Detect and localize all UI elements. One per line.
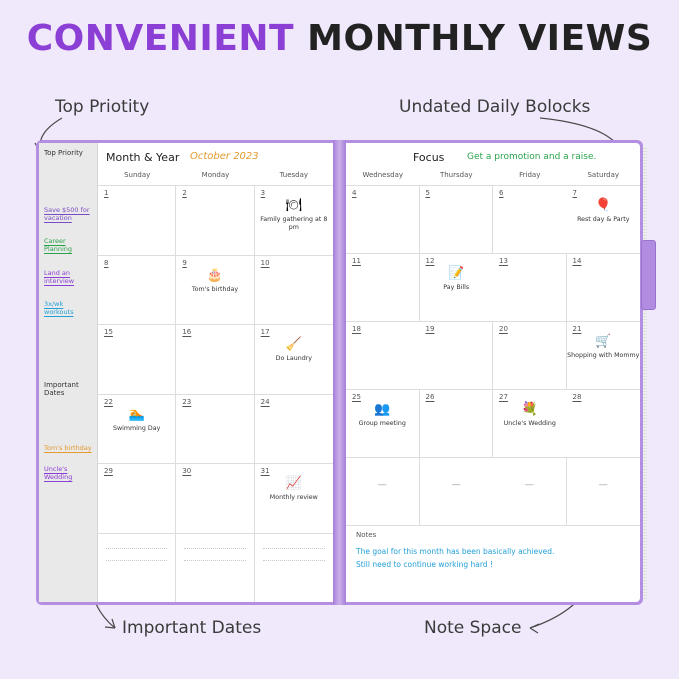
day-number: 21 bbox=[572, 325, 582, 333]
day-event-icon: 👥 bbox=[374, 402, 391, 417]
calendar-day-cell[interactable] bbox=[493, 389, 567, 457]
day-number: 5 bbox=[425, 189, 430, 197]
day-event-text: Do Laundry bbox=[275, 355, 313, 362]
calendar-day-cell[interactable] bbox=[567, 253, 641, 321]
day-number: 6 bbox=[499, 189, 504, 197]
day-name-monday: Monday bbox=[201, 171, 230, 179]
calendar-day-cell[interactable] bbox=[346, 389, 420, 457]
day-event-text: Swimming Day bbox=[112, 424, 161, 432]
calendar-day-cell[interactable] bbox=[176, 324, 254, 394]
right-page bbox=[346, 143, 640, 602]
day-number: 30 bbox=[182, 467, 192, 475]
page-title bbox=[0, 18, 679, 59]
day-event-text: Family gathering at 8 pm bbox=[260, 216, 328, 231]
calendar-day-cell[interactable] bbox=[98, 324, 176, 394]
annotation-important-dates: Important Dates bbox=[122, 618, 262, 638]
day-number: 22 bbox=[104, 397, 113, 406]
planner-book bbox=[36, 140, 643, 605]
elastic-band bbox=[641, 240, 656, 310]
calendar-day-cell[interactable] bbox=[176, 394, 254, 464]
page-edge bbox=[643, 146, 647, 599]
left-page bbox=[39, 143, 333, 602]
day-event-icon: 🧹 bbox=[285, 337, 302, 352]
day-number: 23 bbox=[182, 397, 192, 406]
focus-header bbox=[405, 143, 640, 171]
day-number: 27 bbox=[499, 393, 508, 401]
dotted-line bbox=[263, 560, 325, 561]
focus-value[interactable]: Get a promotion and a raise. bbox=[467, 152, 597, 162]
book-spine bbox=[333, 140, 346, 605]
calendar-day-cell[interactable] bbox=[420, 253, 494, 321]
calendar-day-cell[interactable] bbox=[255, 533, 333, 603]
day-number: 11 bbox=[352, 257, 361, 265]
day-event-icon: 🏊 bbox=[128, 406, 145, 422]
calendar-day-cell[interactable] bbox=[493, 321, 567, 389]
calendar-day-cell[interactable] bbox=[420, 457, 494, 525]
day-number: 24 bbox=[260, 397, 270, 406]
day-name-thursday: Thursday bbox=[439, 171, 473, 179]
day-event-text: Shopping with Mommy bbox=[567, 352, 640, 359]
page-title-part2: MONTHLY VIEWS bbox=[307, 18, 653, 59]
day-name-tuesday: Tuesday bbox=[279, 171, 309, 179]
important-date-2[interactable]: Uncle's Wedding bbox=[44, 465, 73, 482]
day-number: 26 bbox=[425, 393, 435, 401]
calendar-day-cell[interactable] bbox=[420, 185, 494, 253]
day-event-text: Rest day & Party bbox=[577, 216, 630, 223]
focus-label: Focus bbox=[413, 151, 445, 164]
sidebar-top-priority bbox=[39, 143, 98, 602]
priority-item-2[interactable]: Career Planning bbox=[44, 237, 72, 254]
calendar-day-cell[interactable] bbox=[98, 394, 176, 464]
day-event-icon: 💐 bbox=[521, 402, 538, 417]
day-number: 3 bbox=[260, 189, 266, 197]
calendar-day-cell[interactable] bbox=[567, 321, 641, 389]
sidebar-important-dates-list bbox=[39, 441, 97, 481]
day-number: 7 bbox=[572, 189, 577, 197]
day-number: 15 bbox=[104, 328, 113, 336]
important-date-1[interactable]: Tom's birthday bbox=[44, 444, 92, 452]
day-event-icon: 🍽 bbox=[285, 198, 303, 213]
day-number: 1 bbox=[104, 189, 109, 197]
calendar-day-cell[interactable] bbox=[98, 533, 176, 603]
day-number: 4 bbox=[352, 189, 357, 197]
calendar-day-cell[interactable] bbox=[346, 253, 420, 321]
day-event-icon: 🎈 bbox=[595, 198, 612, 213]
sidebar-title: Top Priority bbox=[44, 149, 83, 157]
day-number: 25 bbox=[352, 393, 361, 401]
calendar-day-cell[interactable] bbox=[176, 255, 254, 325]
day-event-text: Group meeting bbox=[358, 420, 406, 427]
calendar-day-cell[interactable] bbox=[255, 185, 333, 255]
annotation-note-space: Note Space bbox=[424, 618, 522, 638]
day-number: 19 bbox=[425, 325, 435, 333]
day-number: 16 bbox=[182, 328, 192, 336]
dotted-line bbox=[184, 548, 245, 549]
calendar-day-cell[interactable] bbox=[493, 185, 567, 253]
day-event-icon: 🛒 bbox=[595, 334, 612, 349]
calendar-day-cell[interactable] bbox=[567, 457, 641, 525]
month-header bbox=[98, 143, 333, 171]
calendar-day-cell[interactable] bbox=[493, 253, 567, 321]
day-number: 28 bbox=[572, 393, 582, 401]
day-event-text: Tom's birthday bbox=[191, 285, 239, 293]
left-day-names bbox=[98, 171, 333, 185]
day-name-sunday: Sunday bbox=[124, 171, 151, 179]
calendar-day-cell[interactable] bbox=[346, 185, 420, 253]
day-number: 8 bbox=[104, 258, 109, 267]
empty-day-dash: — bbox=[377, 480, 387, 490]
dotted-line bbox=[106, 548, 167, 549]
day-name-friday: Friday bbox=[519, 171, 541, 179]
empty-day-dash: — bbox=[451, 480, 461, 490]
annotation-undated-blocks: Undated Daily Bolocks bbox=[399, 97, 591, 117]
dotted-line bbox=[184, 560, 245, 561]
sidebar-important-dates-title-wrap bbox=[39, 375, 97, 397]
notes-section[interactable] bbox=[346, 525, 640, 602]
calendar-day-cell[interactable] bbox=[346, 321, 420, 389]
day-number: 18 bbox=[352, 325, 361, 333]
calendar-day-cell[interactable] bbox=[567, 389, 641, 457]
calendar-day-cell[interactable] bbox=[255, 324, 333, 394]
calendar-day-cell[interactable] bbox=[420, 321, 494, 389]
calendar-day-cell[interactable] bbox=[420, 389, 494, 457]
month-value[interactable]: October 2023 bbox=[190, 151, 259, 162]
sidebar-important-dates-title: Important Dates bbox=[44, 381, 79, 397]
dotted-line bbox=[263, 548, 325, 549]
priority-item-4[interactable]: 3x/wk workouts bbox=[44, 299, 74, 316]
day-number: 12 bbox=[425, 257, 435, 265]
day-name-wednesday: Wednesday bbox=[362, 171, 404, 179]
notes-line-2: Still need to continue working hard ! bbox=[356, 560, 493, 570]
priority-item-3[interactable]: Land an interview bbox=[44, 268, 75, 285]
calendar-day-cell[interactable] bbox=[255, 255, 333, 325]
day-number: 2 bbox=[182, 189, 187, 197]
day-event-text: Pay Bills bbox=[443, 284, 470, 291]
notes-line-1: The goal for this month has been basically achieved. bbox=[356, 547, 555, 556]
calendar-day-cell[interactable] bbox=[176, 533, 254, 603]
day-number: 31 bbox=[260, 467, 270, 475]
day-number: 29 bbox=[104, 467, 113, 475]
calendar-day-cell[interactable] bbox=[176, 463, 254, 533]
annotation-top-priority: Top Priotity bbox=[55, 97, 150, 117]
day-number: 13 bbox=[499, 257, 508, 265]
page-title-part1: CONVENIENT bbox=[26, 18, 308, 59]
calendar-day-cell[interactable] bbox=[176, 185, 254, 255]
day-number: 17 bbox=[260, 328, 270, 336]
day-name-saturday: Saturday bbox=[587, 171, 620, 179]
calendar-day-cell[interactable] bbox=[493, 457, 567, 525]
day-number: 20 bbox=[499, 325, 508, 333]
calendar-day-cell[interactable] bbox=[98, 255, 176, 325]
day-number: 14 bbox=[572, 257, 582, 265]
left-calendar-grid bbox=[98, 185, 333, 602]
calendar-day-cell[interactable] bbox=[346, 457, 420, 525]
calendar-day-cell[interactable] bbox=[98, 185, 176, 255]
month-label: Month & Year bbox=[106, 151, 180, 164]
day-event-icon: 📈 bbox=[285, 476, 302, 491]
empty-day-dash: — bbox=[598, 480, 608, 490]
calendar-day-cell[interactable] bbox=[255, 394, 333, 464]
empty-day-dash: — bbox=[524, 480, 534, 490]
notes-title: Notes bbox=[356, 531, 377, 539]
calendar-day-cell[interactable] bbox=[255, 463, 333, 533]
day-event-text: Uncle's Wedding bbox=[503, 420, 556, 427]
calendar-day-cell[interactable] bbox=[567, 185, 641, 253]
right-day-names bbox=[346, 171, 640, 185]
day-event-icon: 📝 bbox=[448, 266, 465, 281]
dotted-line bbox=[106, 560, 167, 561]
priority-item-1[interactable]: Save $500 for vacation bbox=[44, 206, 90, 223]
day-event-icon: 🎂 bbox=[206, 267, 224, 283]
day-number: 10 bbox=[260, 258, 270, 267]
calendar-day-cell[interactable] bbox=[98, 463, 176, 533]
day-number: 9 bbox=[182, 258, 187, 267]
day-event-text: Monthly review bbox=[269, 494, 318, 501]
